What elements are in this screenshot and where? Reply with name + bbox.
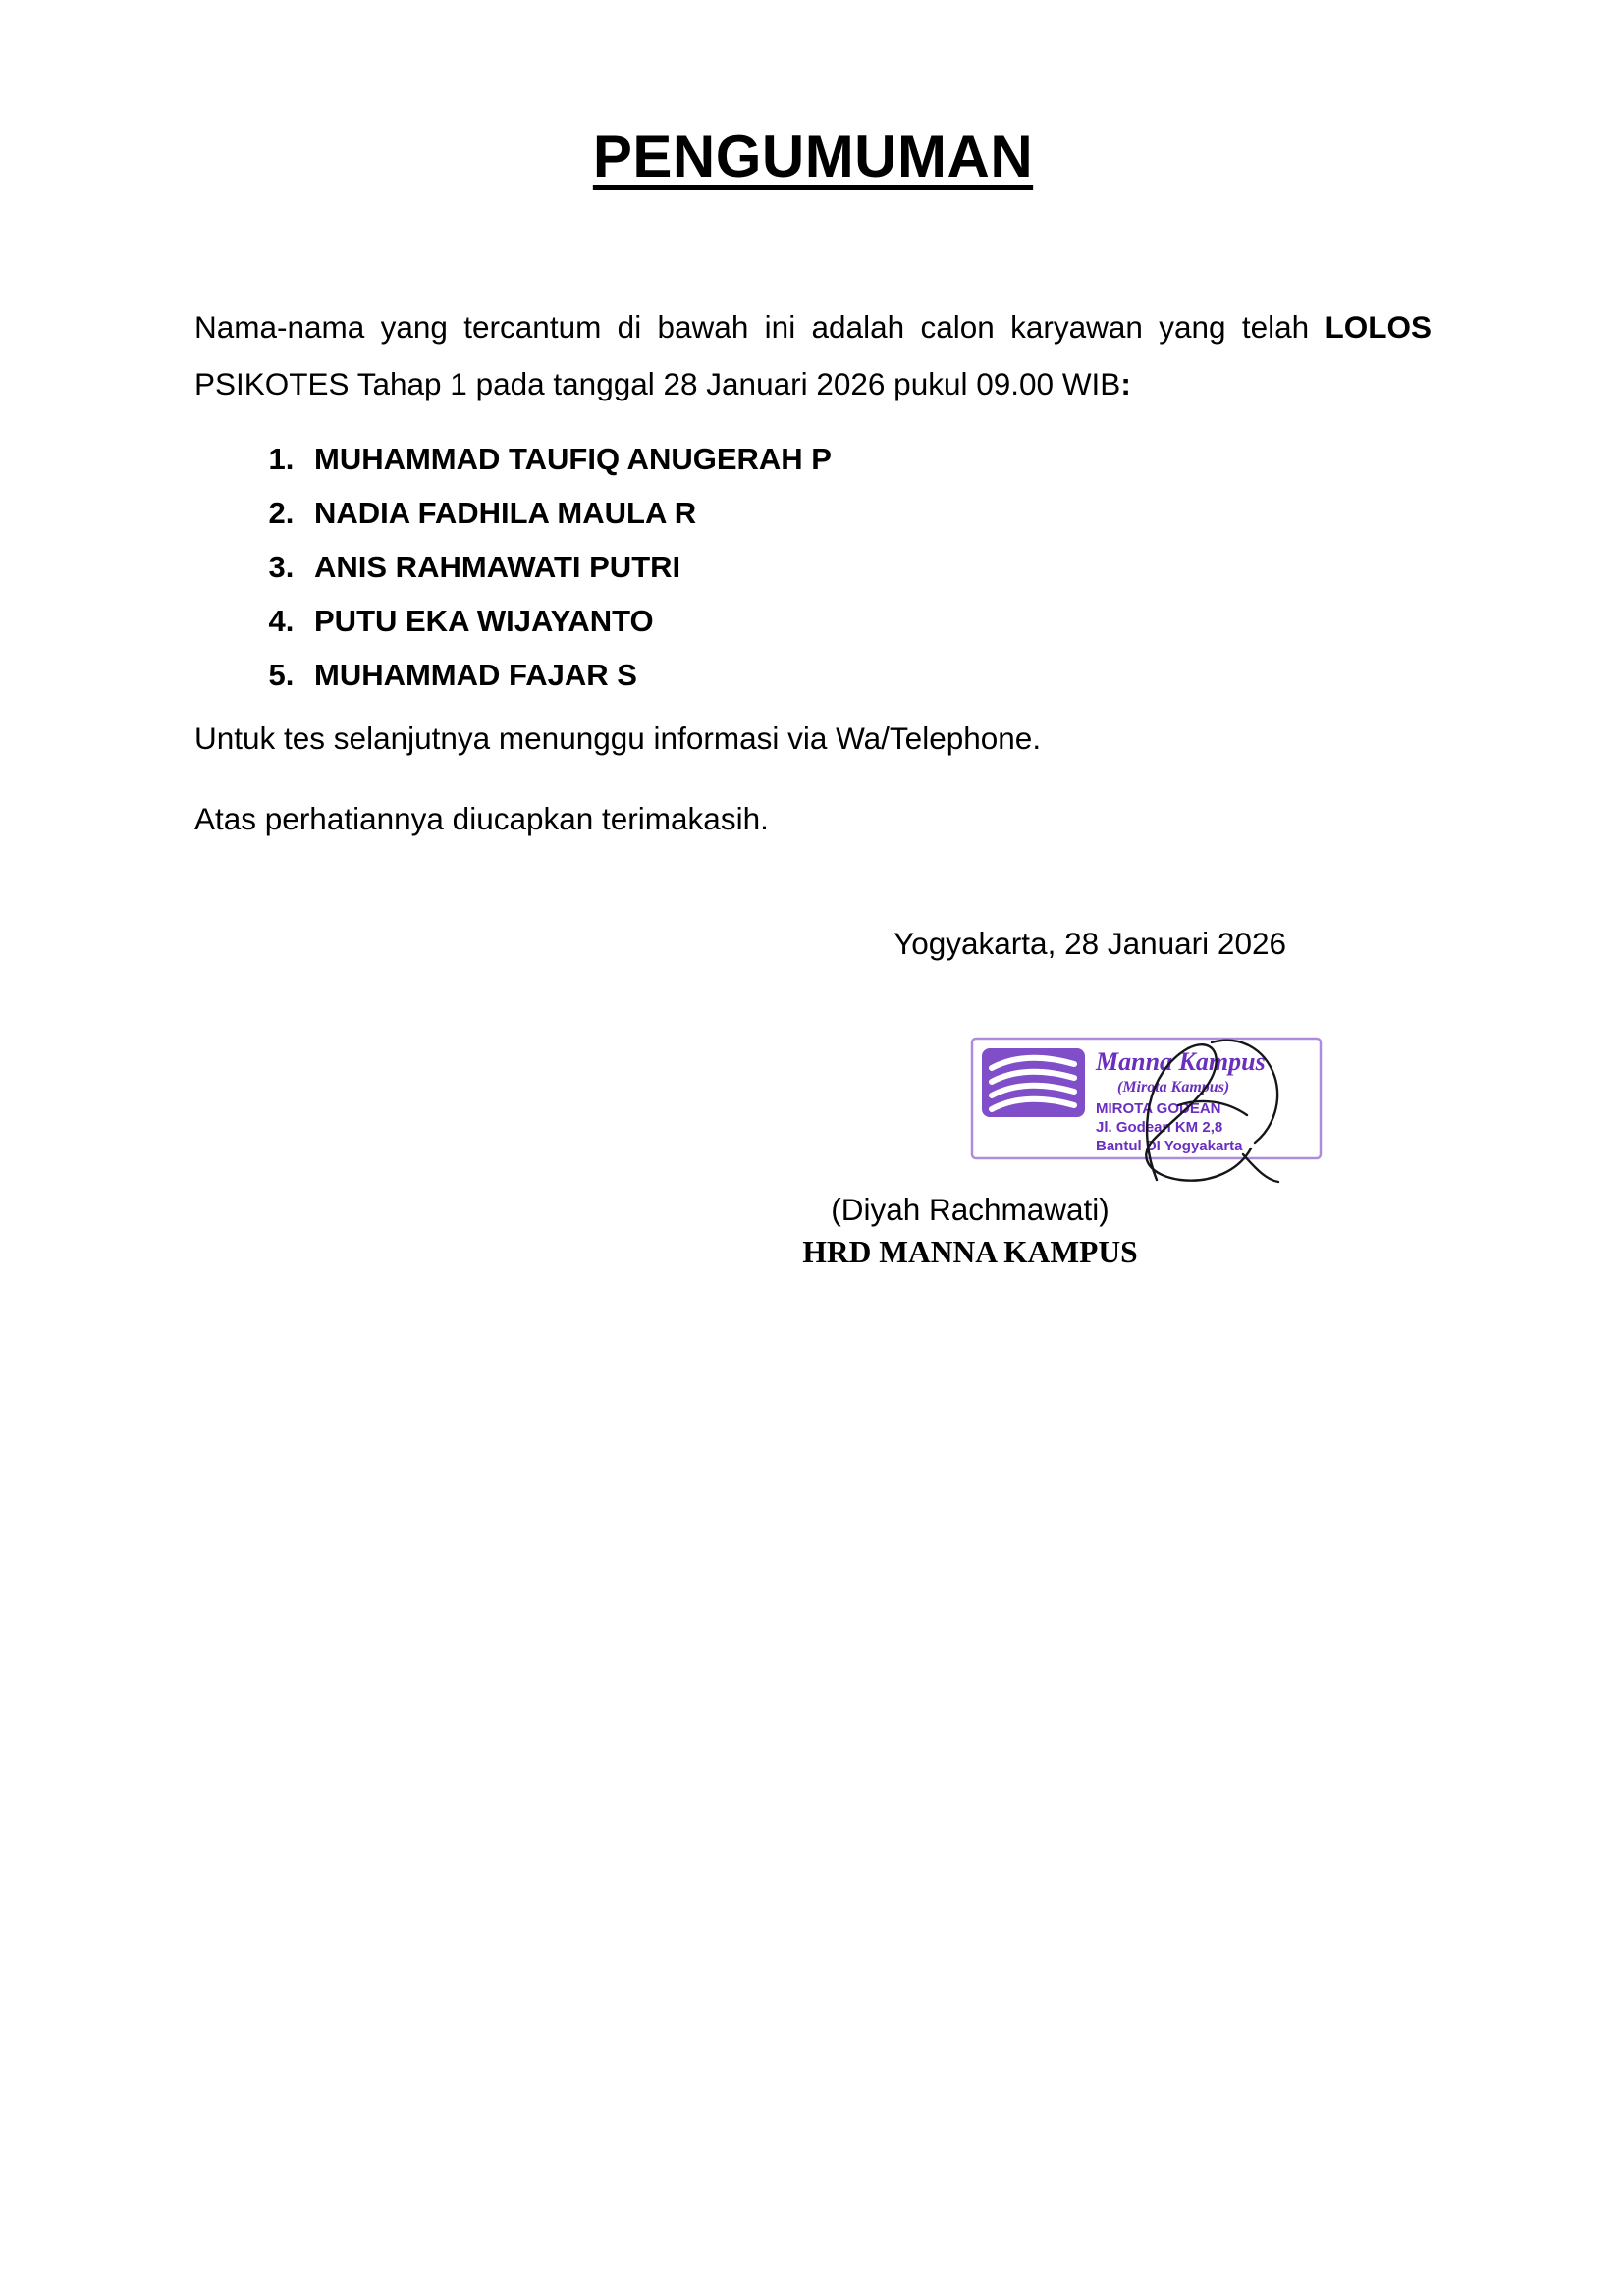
stamp-line-1: MIROTA GODEAN (1096, 1099, 1221, 1117)
signer-name: (Diyah Rachmawati) (831, 1191, 1110, 1227)
list-item: 2. NADIA FADHILA MAULA R (302, 498, 1432, 528)
stamp-subtitle-text: (Mirota Kampus) (1117, 1078, 1230, 1095)
intro-text-part2: PSIKOTES Tahap 1 pada tanggal 28 Januari 2026 pukul 09.00 WIB (194, 366, 1121, 402)
intro-paragraph (194, 298, 1432, 413)
stamp-line-2: Jl. Godean KM 2,8 (1096, 1118, 1223, 1136)
signer-role: HRD MANNA KAMPUS (802, 1234, 1138, 1269)
intro-colon: : (1120, 366, 1131, 402)
list-item: 1. MUHAMMAD TAUFIQ ANUGERAH P (302, 444, 1432, 474)
list-item: 5. MUHAMMAD FAJAR S (302, 660, 1432, 690)
stamp-line-3: Bantul DI Yogyakarta (1096, 1137, 1243, 1154)
signature-block (194, 993, 1432, 1288)
closing-line-1: Untuk tes selanjutnya menunggu informasi via Wa/Telephone. (194, 721, 1042, 757)
list-item: 3. ANIS RAHMAWATI PUTRI (302, 552, 1432, 582)
stamp-brand-text: Manna Kampus (1096, 1046, 1266, 1076)
list-item: 4. PUTU EKA WIJAYANTO (302, 606, 1432, 636)
page-title: PENGUMUMAN (592, 124, 1034, 189)
intro-text-part1: Nama-nama yang tercantum di bawah ini adalah calon karyawan yang telah (194, 309, 1326, 345)
document-body (194, 123, 1432, 1288)
place-and-date: Yogyakarta, 28 Januari 2026 (893, 926, 1286, 962)
intro-emphasis-lolos: LOLOS (1325, 309, 1432, 345)
candidate-list (194, 442, 1432, 693)
closing-line-2: Atas perhatiannya diucapkan terimakasih. (194, 800, 769, 836)
